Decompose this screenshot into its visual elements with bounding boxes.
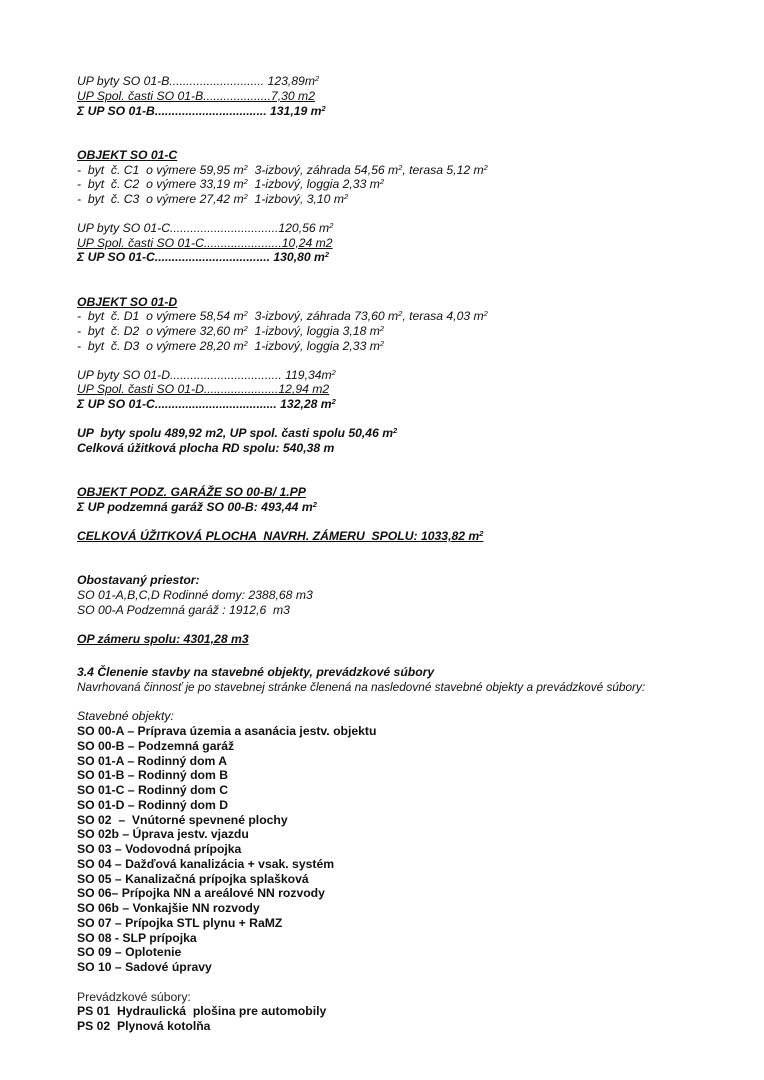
list-item: SO 01-D – Rodinný dom D bbox=[77, 797, 229, 812]
section-intro: Navrhovaná činnosť je po stavebnej stránke členená na nasledovné stavebné objekty a prevádzkové súbory: bbox=[77, 679, 646, 694]
volume-title: Obostavaný priestor: bbox=[77, 573, 200, 588]
list-item-d3: - byt č. D3 o výmere 28,20 $m^2$ 1-izbový, loggia 2,33 $m^2$ bbox=[77, 338, 385, 353]
list-item: SO 09 – Oplotenie bbox=[77, 945, 182, 960]
list-item: PS 01 Hydraulická plošina pre automobily bbox=[77, 1004, 327, 1019]
list-item: SO 01-C – Rodinný dom C bbox=[77, 783, 229, 797]
list-item: SO 00-B – Podzemná garáž bbox=[77, 738, 235, 753]
ps-label: Prevádzkové súbory: bbox=[77, 989, 191, 1004]
list-item: SO 05 – Kanalizačná prípojka splašková bbox=[77, 871, 309, 886]
volume-total: OP zámeru spolu: 4301,28 m3 bbox=[77, 632, 249, 647]
sum-up-b: Σ UP SO 01-B................................. 131,19 $m^2$ bbox=[77, 103, 326, 118]
volume-line-1: SO 01-A,B,C,D Rodinné domy: 2388,68 m3 bbox=[77, 588, 313, 602]
totals-line-1: UP byty spolu 489,92 m2, UP spol. časti spolu 50,46 $m^2$ bbox=[77, 425, 398, 440]
garage-sum: Σ UP podzemná garáž SO 00-B: 493,44 $m^2$ bbox=[77, 499, 317, 514]
sum-up-c: Σ UP SO 01-C.................................. 130,80 $m^2$ bbox=[77, 250, 330, 265]
up-spol-c: UP Spol. časti SO 01-C.......................10,24 m2 bbox=[77, 235, 333, 250]
volume-line-2: SO 00-A Podzemná garáž : 1912,6 m3 bbox=[77, 602, 290, 617]
list-item: SO 00-A – Príprava územia a asanácia jestv. objektu bbox=[77, 724, 377, 738]
list-item: SO 02b – Úprava jestv. vjazdu bbox=[77, 827, 249, 842]
up-byty-b: UP byty SO 01-B............................ $123,89m^2$ bbox=[77, 74, 320, 88]
up-byty-c: UP byty SO 01-C................................120,56 $m^2$ bbox=[77, 220, 334, 235]
list-item: SO 03 – Vodovodná prípojka bbox=[77, 842, 242, 856]
list-item: SO 07 – Prípojka STL plynu + RaMZ bbox=[77, 915, 283, 930]
list-item: SO 01-A – Rodinný dom A bbox=[77, 753, 228, 768]
ps-list bbox=[77, 1004, 737, 1034]
objekt-d-title: OBJEKT SO 01-D bbox=[77, 294, 178, 309]
objekt-c-title: OBJEKT SO 01-C bbox=[77, 147, 178, 162]
garage-title: OBJEKT PODZ. GARÁŽE SO 00-B/ 1.PP bbox=[77, 484, 306, 499]
grand-total: CELKOVÁ ÚŽITKOVÁ PLOCHA NAVRH. ZÁMERU SPOLU: 1033,82 $m^2$ bbox=[77, 529, 484, 543]
up-byty-d: UP byty SO 01-D................................. $119,34m^2$ bbox=[77, 367, 336, 382]
list-item: SO 06– Prípojka NN a areálové NN rozvody bbox=[77, 886, 325, 901]
list-item: PS 02 Plynová kotolňa bbox=[77, 1019, 211, 1033]
list-item-c3: - byt č. C3 o výmere 27,42 $m^2$ 1-izbový, 3,10 $m^2$ bbox=[77, 192, 349, 206]
list-item: SO 08 - SLP prípojka bbox=[77, 930, 197, 945]
list-item: SO 01-B – Rodinný dom B bbox=[77, 768, 229, 783]
list-item-c2: - byt č. C2 o výmere 33,19 $m^2$ 1-izbový, loggia 2,33 $m^2$ bbox=[77, 177, 385, 192]
list-item-d1: - byt č. D1 o výmere 58,54 $m^2$ 3-izbový, záhrada 73,60 $m^2$, terasa 4,03 $m^2$ bbox=[77, 309, 488, 324]
so-list bbox=[77, 724, 737, 975]
so-label: Stavebné objekty: bbox=[77, 709, 174, 724]
up-spol-b: UP Spol. časti SO 01-B....................7,30 m2 bbox=[77, 88, 315, 103]
document-page bbox=[77, 74, 737, 1034]
list-item: SO 06b – Vonkajšie NN rozvody bbox=[77, 901, 260, 915]
list-item: SO 04 – Dažďová kanalizácia + vsak. systém bbox=[77, 856, 335, 871]
list-item: SO 10 – Sadové úpravy bbox=[77, 960, 212, 974]
totals-line-2: Celková úžitková plocha RD spolu: 540,38 m bbox=[77, 440, 335, 455]
list-item-d2: - byt č. D2 o výmere 32,60 $m^2$ 1-izbový, loggia 3,18 $m^2$ bbox=[77, 324, 385, 338]
up-spol-d: UP Spol. časti SO 01-D......................12,94 m2 bbox=[77, 382, 330, 397]
list-item: SO 02 – Vnútorné spevnené plochy bbox=[77, 812, 288, 827]
list-item-c1: - byt č. C1 o výmere 59,95 $m^2$ 3-izbový, záhrada 54,56 $m^2$, terasa 5,12 $m^2$ bbox=[77, 162, 488, 177]
section-heading: 3.4 Členenie stavby na stavebné objekty, prevádzkové súbory bbox=[77, 665, 435, 679]
sum-up-d: Σ UP SO 01-C.................................... 132,28 $m^2$ bbox=[77, 397, 336, 411]
